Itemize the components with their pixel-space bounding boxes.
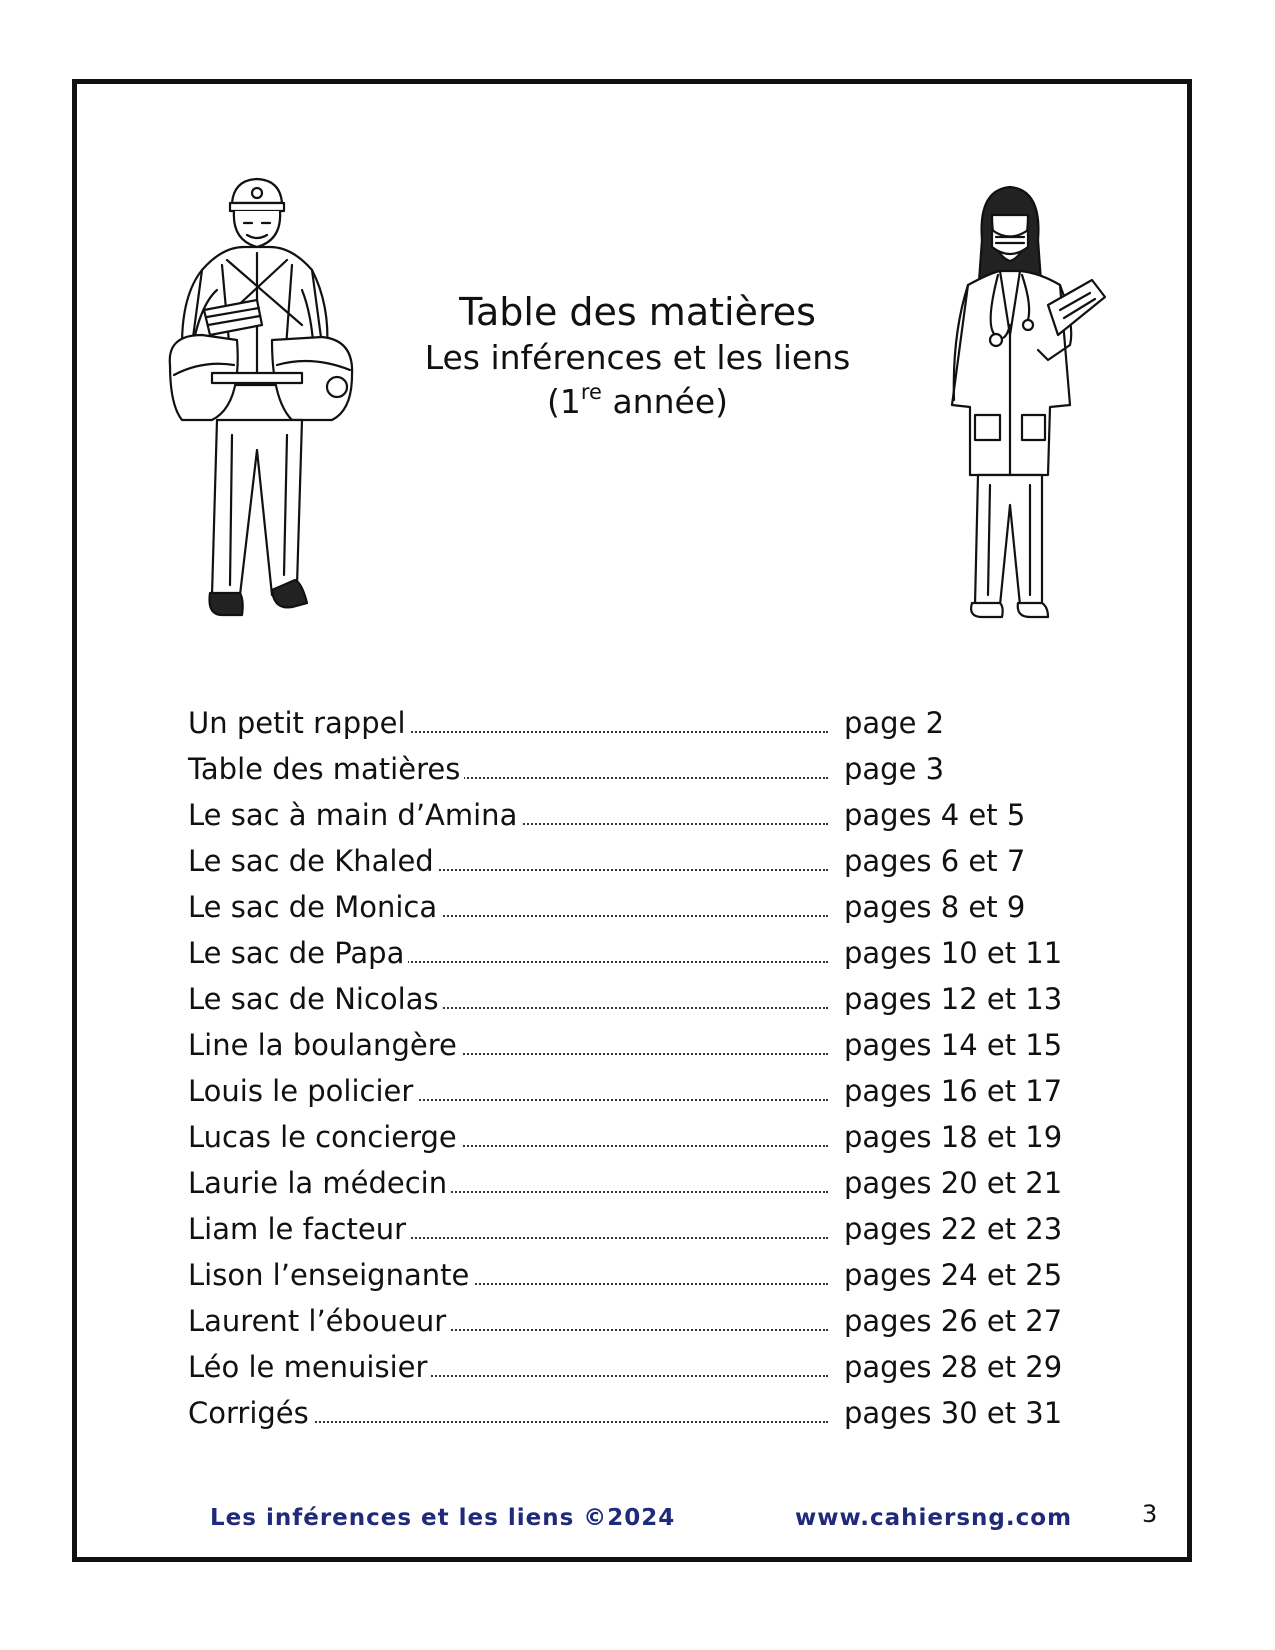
toc-entry <box>188 746 1088 792</box>
toc-entry <box>188 700 1088 746</box>
toc-entry-label: Laurie la médecin <box>188 1160 451 1206</box>
toc-entry-label: Liam le facteur <box>188 1206 410 1252</box>
toc-entry-page: pages 18 et 19 <box>844 1120 1063 1154</box>
toc-entry-label: Corrigés <box>188 1390 313 1436</box>
toc-entry-page: pages 22 et 23 <box>844 1212 1063 1246</box>
toc-entry-page: pages 12 et 13 <box>844 982 1063 1016</box>
toc-entry-page: page 2 <box>844 706 945 740</box>
toc-entry <box>188 1068 1088 1114</box>
grade-suffix: année) <box>601 382 728 421</box>
toc-entry-label: Lison l’enseignante <box>188 1252 473 1298</box>
toc-entry-page: pages 16 et 17 <box>844 1074 1063 1108</box>
title-block <box>0 288 1275 424</box>
grade-prefix: (1 <box>547 382 581 421</box>
toc-entry-label: Le sac de Papa <box>188 930 408 976</box>
toc-entry-label: Line la boulangère <box>188 1022 461 1068</box>
toc-entry <box>188 1114 1088 1160</box>
toc-entry-label: Le sac à main d’Amina <box>188 792 521 838</box>
toc-entry <box>188 976 1088 1022</box>
toc-entry <box>188 1252 1088 1298</box>
toc-entry-page: pages 30 et 31 <box>844 1396 1063 1430</box>
table-of-contents <box>188 700 1088 1436</box>
toc-entry-label: Le sac de Khaled <box>188 838 438 884</box>
toc-entry-label: Laurent l’éboueur <box>188 1298 450 1344</box>
toc-entry <box>188 1344 1088 1390</box>
toc-entry-page: pages 4 et 5 <box>844 798 1026 832</box>
toc-entry <box>188 1206 1088 1252</box>
toc-entry <box>188 1022 1088 1068</box>
toc-entry-page: pages 26 et 27 <box>844 1304 1063 1338</box>
toc-entry-page: pages 10 et 11 <box>844 936 1063 970</box>
toc-entry <box>188 930 1088 976</box>
toc-entry-label: Le sac de Monica <box>188 884 441 930</box>
page-subtitle: Les inférences et les liens <box>424 338 851 377</box>
page-title: Table des matières <box>459 290 816 334</box>
toc-entry <box>188 1390 1088 1436</box>
toc-entry-page: pages 14 et 15 <box>844 1028 1063 1062</box>
toc-entry-page: pages 20 et 21 <box>844 1166 1063 1200</box>
toc-entry-label: Louis le policier <box>188 1068 417 1114</box>
page-number: 3 <box>1142 1500 1158 1528</box>
toc-entry-label: Léo le menuisier <box>188 1344 431 1390</box>
toc-entry <box>188 792 1088 838</box>
toc-entry <box>188 1298 1088 1344</box>
toc-entry <box>188 838 1088 884</box>
toc-entry <box>188 884 1088 930</box>
toc-entry <box>188 1160 1088 1206</box>
toc-entry-label: Le sac de Nicolas <box>188 976 443 1022</box>
toc-entry-label: Lucas le concierge <box>188 1114 461 1160</box>
footer-copyright: Les inférences et les liens ©2024 <box>210 1505 676 1531</box>
grade-label <box>0 380 1275 424</box>
toc-entry-label: Table des matières <box>188 746 464 792</box>
toc-entry-page: page 3 <box>844 752 945 786</box>
grade-superscript: re <box>580 380 602 404</box>
toc-entry-page: pages 28 et 29 <box>844 1350 1063 1384</box>
footer-website-link[interactable]: www.cahiersng.com <box>795 1505 1073 1531</box>
toc-entry-page: pages 8 et 9 <box>844 890 1026 924</box>
toc-entry-page: pages 24 et 25 <box>844 1258 1063 1292</box>
toc-entry-label: Un petit rappel <box>188 700 410 746</box>
toc-entry-page: pages 6 et 7 <box>844 844 1026 878</box>
